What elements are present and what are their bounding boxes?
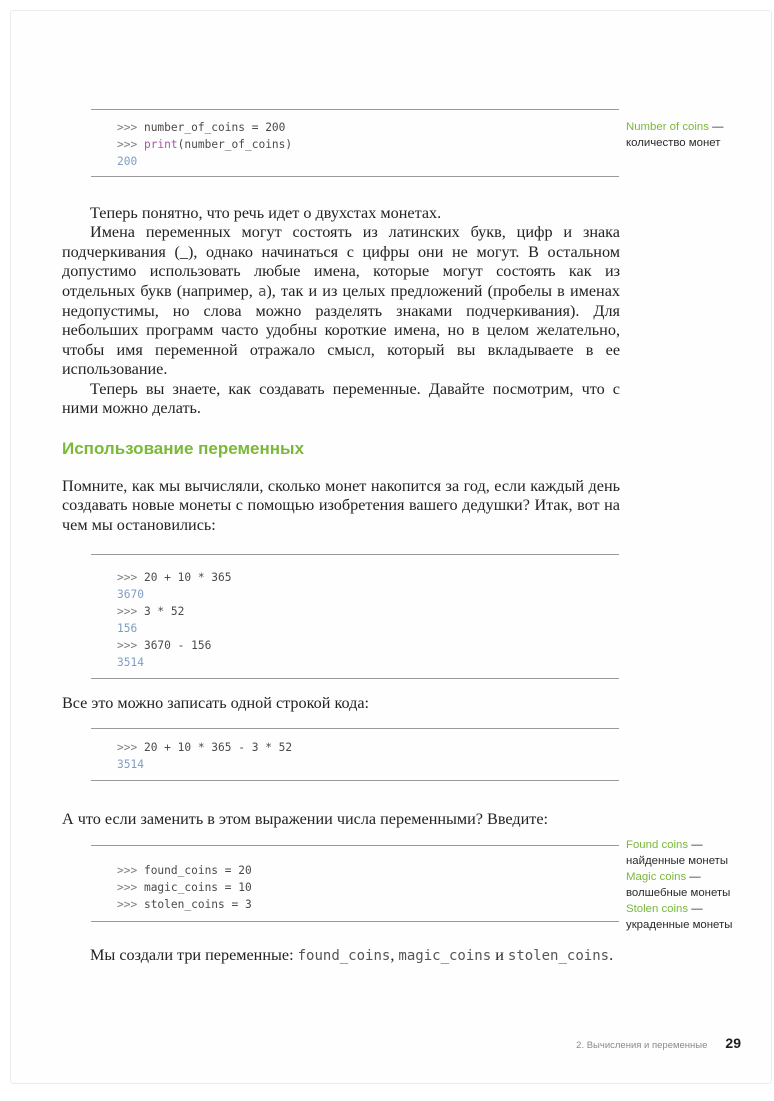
code-text: stolen_coins = 3 (143, 898, 252, 911)
text-run: и (491, 946, 508, 964)
code-line (91, 603, 619, 620)
code-line (91, 879, 619, 896)
code-output: 3514 (117, 758, 144, 771)
code-prompt: >>> (117, 898, 144, 911)
code-keyword: print (143, 138, 178, 151)
inline-code: magic_coins (398, 948, 492, 964)
paragraph-line: Теперь вы знаете, как создавать переменные. Давайте посмотрим, что с ними можно делать. (62, 379, 620, 418)
code-text: 3670 - 156 (143, 639, 212, 652)
note-translation: количество монет (626, 137, 721, 149)
note-term: Stolen coins (626, 903, 689, 915)
note-dash: — (688, 839, 703, 851)
code-block-3 (91, 728, 619, 781)
margin-note (626, 837, 736, 869)
code-text: 20 + 10 * 365 - 3 * 52 (143, 741, 293, 754)
code-text: 3 * 52 (143, 605, 185, 618)
note-translation: украденные монеты (626, 919, 733, 931)
note-dash: — (688, 903, 703, 915)
code-prompt: >>> (117, 571, 144, 584)
code-line (91, 153, 619, 170)
margin-note (626, 901, 736, 933)
inline-code: stolen_coins (507, 948, 610, 964)
code-prompt: >>> (117, 121, 144, 134)
note-term: Found coins (626, 839, 689, 851)
code-text: found_coins = 20 (143, 864, 252, 877)
text-run: Имена переменных могут состоять из латинских букв, цифр и знака подчеркивания (_), однако начинаться с цифры они не могут. В остальном допустимо использовать любые имена, которые могут состоять как из отдельных букв (например, (62, 223, 620, 300)
book-page (10, 10, 772, 1084)
margin-notes-coins (626, 837, 736, 933)
paragraph-remember (62, 477, 620, 535)
code-line (91, 637, 619, 654)
code-line (91, 136, 619, 153)
code-prompt: >>> (117, 864, 144, 877)
paragraph-variable-names (62, 204, 620, 418)
margin-note-number-of-coins (626, 119, 736, 151)
paragraph-three-variables (62, 945, 620, 967)
code-line (91, 569, 619, 586)
code-prompt: >>> (117, 741, 144, 754)
code-block-2 (91, 554, 619, 679)
note-translation: найденные монеты (626, 855, 729, 867)
text-run: Мы создали три переменные: (90, 946, 298, 964)
code-prompt: >>> (117, 881, 144, 894)
text-run: . (609, 946, 614, 964)
note-dash: — (708, 121, 724, 133)
code-prompt: >>> (117, 639, 144, 652)
code-text: magic_coins = 10 (143, 881, 252, 894)
paragraph-text: А что если заменить в этом выражении числа переменными? Введите: (62, 810, 549, 828)
code-line (91, 756, 619, 773)
margin-note (626, 869, 736, 901)
note-term: Magic coins (626, 871, 687, 883)
code-block-1 (91, 109, 619, 177)
chapter-title: 2. Вычисления и переменные (576, 1040, 708, 1051)
code-text: 20 + 10 * 365 (143, 571, 232, 584)
code-line (91, 586, 619, 603)
code-line (91, 896, 619, 913)
paragraph-one-line (62, 694, 620, 713)
text-run: , (390, 946, 399, 964)
code-prompt: >>> (117, 605, 144, 618)
code-prompt: >>> (117, 138, 144, 151)
inline-code: found_coins (297, 948, 391, 964)
code-block-4 (91, 845, 619, 922)
page-number: 29 (725, 1035, 741, 1051)
code-line (91, 119, 619, 136)
paragraph-text (62, 945, 620, 967)
paragraph-text: Все это можно записать одной строкой кода: (62, 694, 370, 712)
code-output: 200 (117, 155, 138, 168)
code-line (91, 654, 619, 671)
code-text: number_of_coins = 200 (143, 121, 286, 134)
paragraph-names-rules (62, 223, 620, 379)
code-text: (number_of_coins) (177, 138, 293, 151)
paragraph-text: Помните, как мы вычисляли, сколько монет накопится за год, если каждый день создавать новые монеты с помощью изобретения вашего дедушки? Итак, вот на чем мы остановились: (62, 477, 620, 534)
paragraph-line: Теперь понятно, что речь идет о двухстах монетах. (90, 204, 442, 222)
text-run: ), так и из целых предложений (пробелы в именах недопустимы, но слова можно разделять знаками подчеркивания). Для небольших программ часто удобны короткие имена, но в целом желательно, чтобы имя переменной отражало смысл, который вы вкладываете в ее использование. (62, 281, 620, 379)
code-line (91, 862, 619, 879)
paragraph-replace (62, 810, 620, 829)
inline-code: a (257, 283, 267, 300)
code-line (91, 739, 619, 756)
code-output: 3514 (117, 656, 144, 669)
code-output: 3670 (117, 588, 144, 601)
code-output: 156 (117, 622, 138, 635)
page-footer (576, 1035, 741, 1051)
code-line (91, 620, 619, 637)
section-heading: Использование переменных (62, 439, 305, 458)
note-dash: — (686, 871, 701, 883)
note-term: Number of coins (626, 121, 709, 133)
note-translation: волшебные монеты (626, 887, 731, 899)
